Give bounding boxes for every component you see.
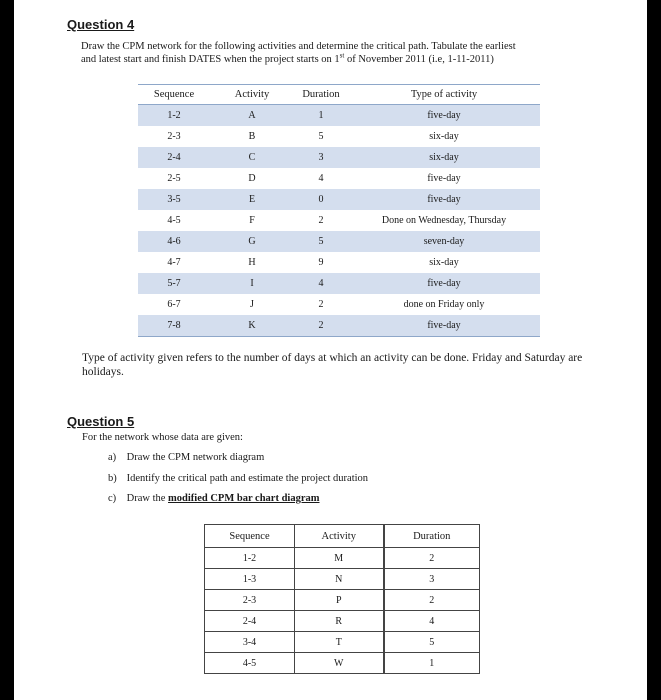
table-row (138, 105, 540, 127)
cell-duration: 2 (318, 215, 324, 226)
item-text: Draw the (126, 493, 169, 504)
cell-activity: E (210, 189, 294, 210)
header-activity: Activity (210, 85, 294, 105)
cell-sequence: 7-8 (138, 315, 210, 337)
item-text: Identify the critical path and estimate the project duration (126, 473, 369, 484)
cell-duration: 4 (294, 273, 348, 294)
cell-activity: H (248, 257, 256, 268)
line-2-superscript: st (339, 51, 345, 60)
cell-sequence: 2-4 (138, 147, 210, 168)
table-row (138, 126, 540, 147)
cell-duration: 2 (294, 315, 348, 337)
table-row (138, 252, 540, 273)
cell-sequence: 4-5 (205, 653, 295, 674)
line-2-start: and latest start and finish DATES when the project starts on 1 (81, 54, 340, 65)
cell-activity: I (210, 273, 294, 294)
question-4-line-2 (81, 53, 494, 66)
cell-duration: 9 (318, 257, 324, 268)
cell-sequence: 1-2 (138, 105, 210, 127)
cell-activity: N (295, 569, 384, 590)
line-2-end: of November 2011 (i.e, 1-11-2011) (344, 54, 494, 65)
cell-activity: P (295, 590, 384, 611)
cell-sequence: 3-5 (138, 189, 210, 210)
cell-type: Done on Wednesday, Thursday (381, 215, 507, 226)
cell-duration: 5 (384, 632, 480, 653)
cell-sequence: 3-4 (205, 632, 295, 653)
question-4-line-1: Draw the CPM network for the following activities and determine the critical path. Tabulate the earliest (81, 41, 516, 52)
header-type-of-activity: Type of activity (348, 85, 540, 105)
activity-type-note: Type of activity given refers to the number of days at which an activity can be done. Friday and Saturday are holidays. (82, 352, 583, 378)
table-row (205, 632, 480, 653)
table-row (205, 590, 480, 611)
table-row (138, 231, 540, 252)
cell-duration: 4 (384, 611, 480, 632)
cell-duration: 4 (318, 173, 324, 184)
table-row (205, 548, 480, 569)
cell-type: done on Friday only (403, 299, 485, 310)
table-row (138, 210, 540, 231)
item-text: Draw the CPM network diagram (126, 452, 265, 463)
item-underlined-text: modified CPM bar chart diagram (168, 493, 320, 504)
activity-table (138, 84, 540, 337)
item-label: b) (108, 473, 117, 484)
cell-sequence: 6-7 (167, 299, 181, 310)
cell-activity: A (210, 105, 294, 127)
cell-type: six-day (429, 257, 459, 268)
header-duration: Duration (294, 85, 348, 105)
cell-type: five-day (348, 273, 540, 294)
cell-type: five-day (348, 315, 540, 337)
item-label: c) (108, 493, 117, 504)
table-row (205, 569, 480, 590)
cell-duration: 1 (384, 653, 480, 674)
table-row (205, 653, 480, 674)
table-row (138, 147, 540, 168)
header-duration: Duration (384, 525, 480, 548)
table-header-row (205, 525, 480, 548)
cell-duration: 3 (294, 147, 348, 168)
cell-sequence: 4-7 (167, 257, 181, 268)
cell-activity: W (295, 653, 384, 674)
question-4-heading: Question 4 (67, 17, 135, 32)
cell-duration: 2 (318, 299, 324, 310)
cell-sequence: 4-5 (167, 215, 181, 226)
cell-type: seven-day (348, 231, 540, 252)
cell-activity: K (210, 315, 294, 337)
cell-activity: G (210, 231, 294, 252)
cell-sequence: 5-7 (138, 273, 210, 294)
question-5-item-b (108, 473, 368, 484)
cell-duration: 2 (384, 590, 480, 611)
cell-type: five-day (427, 173, 461, 184)
network-data-table (204, 524, 480, 674)
cell-duration: 5 (318, 131, 324, 142)
cell-activity: J (250, 299, 254, 310)
cell-duration: 0 (294, 189, 348, 210)
cell-sequence: 2-5 (167, 173, 181, 184)
cell-sequence: 2-4 (205, 611, 295, 632)
table-row (205, 611, 480, 632)
cell-activity: R (295, 611, 384, 632)
table-row (138, 294, 540, 315)
question-5-heading: Question 5 (67, 414, 135, 429)
cell-sequence: 4-6 (138, 231, 210, 252)
table-row (138, 168, 540, 189)
document-page (14, 0, 647, 700)
cell-activity: C (210, 147, 294, 168)
table-row (138, 315, 540, 337)
cell-type: six-day (348, 147, 540, 168)
header-sequence: Sequence (138, 85, 210, 105)
table-header-row (138, 85, 540, 105)
cell-sequence: 1-2 (205, 548, 295, 569)
cell-duration: 5 (294, 231, 348, 252)
cell-type: five-day (348, 105, 540, 127)
cell-activity: T (295, 632, 384, 653)
question-5-intro: For the network whose data are given: (82, 432, 243, 443)
header-activity: Activity (295, 525, 384, 548)
header-sequence: Sequence (205, 525, 295, 548)
cell-activity: B (248, 131, 256, 142)
cell-type: five-day (348, 189, 540, 210)
cell-activity: D (248, 173, 256, 184)
cell-activity: F (249, 215, 255, 226)
table-row (138, 273, 540, 294)
item-label: a) (108, 452, 117, 463)
cell-sequence: 2-3 (167, 131, 181, 142)
cell-sequence: 2-3 (205, 590, 295, 611)
question-5-item-c (108, 493, 320, 504)
cell-duration: 2 (384, 548, 480, 569)
cell-duration: 3 (384, 569, 480, 590)
cell-duration: 1 (294, 105, 348, 127)
cell-type: six-day (429, 131, 459, 142)
question-5-item-a (108, 452, 264, 463)
cell-sequence: 1-3 (205, 569, 295, 590)
table-row (138, 189, 540, 210)
cell-activity: M (295, 548, 384, 569)
